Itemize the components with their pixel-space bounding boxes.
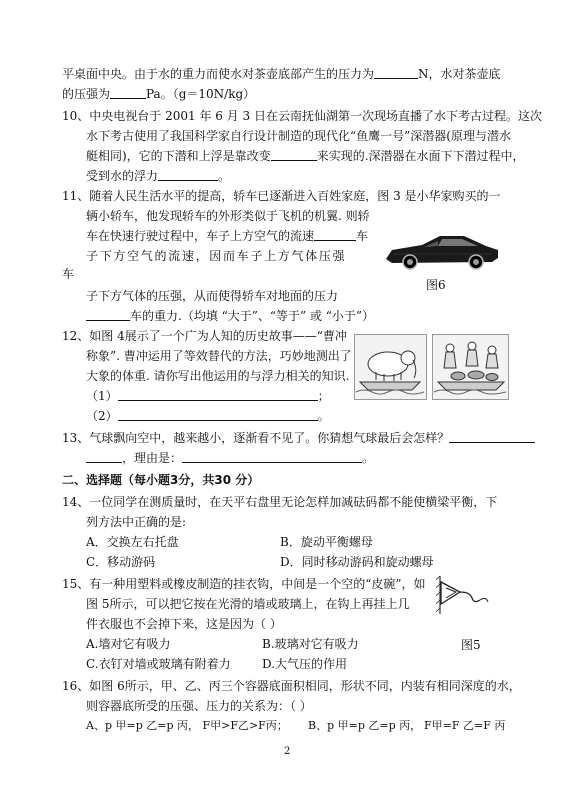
- q9-text-1b: N，水对茶壶底: [418, 67, 501, 81]
- q9-text-1a: 平桌面中央。由于水的重力而使水对茶壶底部产生的压力为: [62, 67, 375, 81]
- q10-text-4a: 受到水的浮力: [86, 169, 159, 183]
- q15-line-1: 15、有一种用塑料或橡皮制造的挂衣钩，中间是一个空的“皮碗”，如: [62, 577, 426, 591]
- q10-text-3b: 来实现的.深潜器在水面下下潜过程中，: [316, 149, 525, 163]
- q16-option-b: B、p 甲=p 乙=p 丙，: [308, 719, 422, 732]
- answer-blank: [86, 450, 122, 463]
- answer-blank: [86, 308, 130, 321]
- q15-line-3: 件衣服也不会掉下来，这是因为（ ）: [86, 617, 282, 631]
- q10-text-4b: 。: [218, 169, 231, 183]
- q13-line-2: [86, 450, 374, 466]
- q12-line-4: [86, 388, 330, 404]
- q13-line-1: [62, 430, 535, 446]
- answer-blank: [314, 228, 356, 241]
- q10-text-3a: 艇相同)，它的下潜和上浮是靠改变: [86, 149, 271, 163]
- q13-text-1a: 13、气球飘向空中，越来越小，逐渐看不见了。你猜想气球最后会怎样？: [62, 431, 450, 445]
- page-number: 2: [284, 746, 291, 757]
- q14-line-2: 列方法中正确的是:: [86, 515, 187, 529]
- q11-text-7a: 车的重力.（均填 “大于”、“等于” 或 “小于”）: [130, 309, 375, 323]
- q12-item-1-end: ；: [317, 389, 330, 403]
- q16-line-1: 16、如图 6所示，甲、乙、丙三个容器底面积相同，形状不同，内装有相同深度的水，: [62, 679, 521, 693]
- q9-text-2a: 的压强为: [62, 87, 111, 101]
- q15-line-2: 图 5所示，可以把它按在光滑的墙或玻璃上，在钩上再挂上几: [86, 597, 410, 611]
- q11-text-3b: 车: [356, 229, 369, 243]
- answer-blank: [118, 388, 318, 401]
- q16-line-2: 则容器底所受的压强、压力的关系为：（ ）: [86, 699, 312, 713]
- q12-item-2-end: 。: [317, 409, 330, 423]
- q11-line-1: 11、随着人民生活水平的提高，轿车已逐渐进入百姓家庭，图 3 是小华家购买的一: [62, 189, 501, 203]
- q15-option-c: C.衣钉对墙或玻璃有附着力: [86, 657, 231, 671]
- q11-text-3a: 车在快速行驶过程中，车子上方空气的流速: [86, 229, 315, 243]
- q14-option-b: B．旋动平衡螺母: [280, 535, 373, 549]
- q9-text-2b: Pa。（g＝10N/kg）: [146, 87, 256, 101]
- q10-line-1: 10、中央电视台于 2001 年 6 月 3 日在云南抚仙湖第一次现场直播了水下考古过程。这次: [62, 109, 542, 123]
- q9-line-2: [62, 86, 255, 102]
- q11-line-2: 辆小轿车，他发现轿车的外形类似于飞机的机翼. 则轿: [86, 209, 370, 223]
- q12-line-2: 称象”. 曹冲运用了等效替代的方法，巧妙地测出了: [86, 349, 352, 363]
- q14-option-c: C．移动游码: [86, 555, 156, 569]
- q10-line-2: 水下考古使用了我国科学家自行设计制造的现代化“鱼鹰一号”深潜器(原理与潜水: [86, 129, 511, 143]
- sports-car-figure: [382, 232, 502, 272]
- answer-blank: [158, 168, 218, 181]
- q11-line-4: 子下方空气的流速，因而车子上方气体压强: [86, 249, 347, 263]
- q11-line-7: [86, 308, 374, 324]
- q12-item-1-label: （1）: [86, 389, 118, 403]
- q13-text-2a: ，理由是：: [122, 451, 183, 465]
- q11-line-5: 车: [62, 267, 75, 281]
- cao-chong-weighs-elephant-figure: [354, 334, 510, 400]
- section-title: 二、选择题（每小题3分，共30 分）: [62, 473, 260, 487]
- answer-blank: [182, 450, 362, 463]
- q14-line-1: 14、一位同学在测质量时，在天平右盘里无论怎样加减砝码都不能使横梁平衡，下: [62, 495, 498, 509]
- q10-line-4: [86, 168, 230, 184]
- answer-blank: [118, 408, 318, 421]
- q12-item-2-label: （2）: [86, 409, 118, 423]
- q12-line-1: 12、如图 4展示了一个广为人知的历史故事——“曹冲: [62, 329, 347, 343]
- answer-blank: [271, 148, 317, 161]
- q13-text-2b: 。: [362, 451, 375, 465]
- q9-line-1: [62, 66, 501, 82]
- q11-line-3: [86, 228, 368, 244]
- q14-option-d: D．同时移动游码和旋动螺母: [280, 555, 434, 569]
- q12-line-3: 大象的体重. 请你写出他运用的与浮力相关的知识.: [86, 369, 350, 383]
- q14-option-a: A．交换左右托盘: [86, 535, 179, 549]
- figure-caption-5: 图5: [461, 638, 481, 652]
- answer-blank: [449, 430, 535, 443]
- figure-caption-6: 图6: [426, 278, 446, 292]
- suction-hook-figure: [436, 574, 494, 616]
- q16-option-a: A、p 甲=p 乙=p 丙， F甲>F乙>F丙；: [86, 719, 288, 732]
- answer-blank: [110, 86, 146, 99]
- q16-option-b-force: F甲=F 乙=F 丙: [424, 719, 506, 732]
- q15-option-b: B.玻璃对它有吸力: [262, 637, 359, 651]
- q11-line-6: 子下方气体的压强，从而使得轿车对地面的压力: [86, 289, 339, 303]
- q15-option-a: A.墙对它有吸力: [86, 637, 171, 651]
- q15-option-d: D.大气压的作用: [262, 657, 348, 671]
- q10-line-3: [86, 148, 525, 164]
- answer-blank: [374, 66, 418, 79]
- q12-line-5: [86, 408, 330, 424]
